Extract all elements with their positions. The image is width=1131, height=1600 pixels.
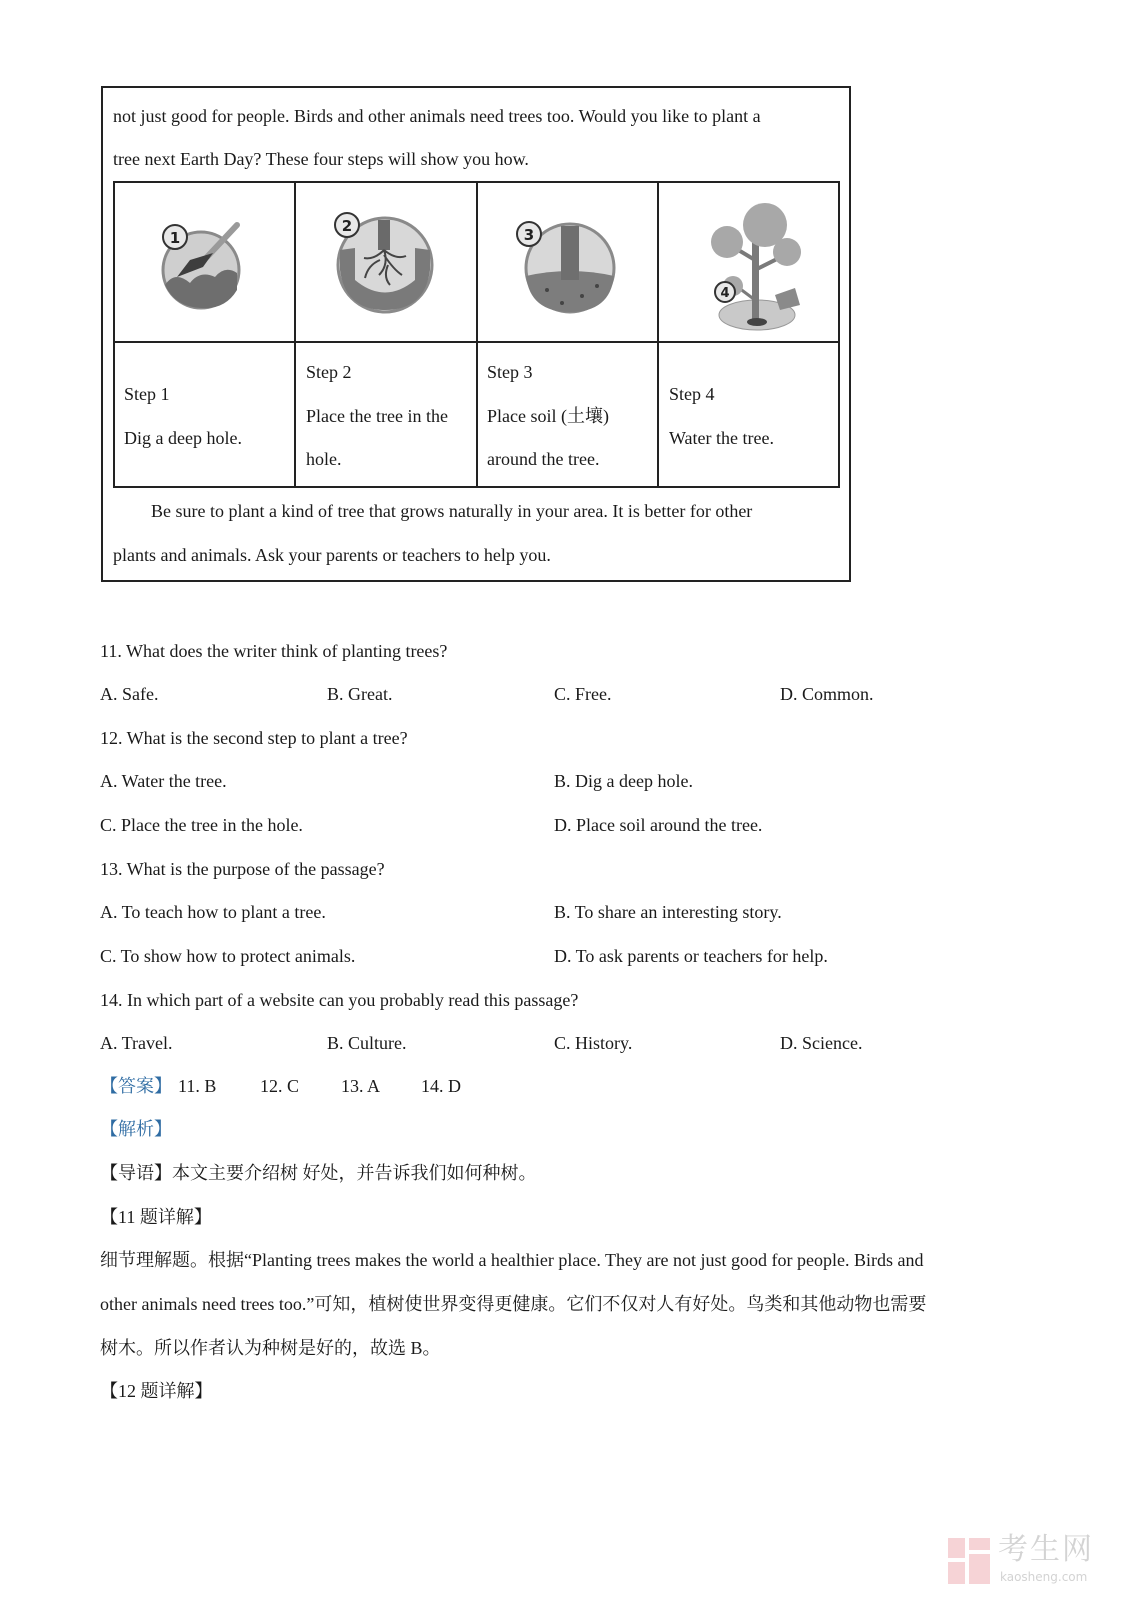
question-12-option-d: D. Place soil around the tree. xyxy=(554,815,763,835)
svg-text:2: 2 xyxy=(341,217,353,235)
answer-item-12: 12. C xyxy=(260,1076,300,1096)
question-14-option-d: D. Science. xyxy=(780,1033,863,1053)
passage-intro-line-2: tree next Earth Day? These four steps will show you how. xyxy=(113,149,529,169)
step-1-title: Step 1 xyxy=(124,384,170,404)
answer-label: 【答案】 xyxy=(100,1076,172,1096)
question-14-stem: 14. In which part of a website can you probably read this passage? xyxy=(100,990,579,1010)
passage-outro-line-2: plants and animals. Ask your parents or teachers to help you. xyxy=(113,545,551,565)
svg-text:1: 1 xyxy=(169,229,181,247)
question-14-option-b: B. Culture. xyxy=(327,1033,407,1053)
question-13-option-a: A. To teach how to plant a tree. xyxy=(100,902,326,922)
tree-in-hole-illustration xyxy=(330,210,440,315)
step-3-text-line-2: around the tree. xyxy=(487,449,600,469)
question-12-option-a: A. Water the tree. xyxy=(100,771,227,791)
step-2-text-line-1: Place the tree in the xyxy=(306,406,448,426)
question-13-stem: 13. What is the purpose of the passage? xyxy=(100,859,385,879)
question-11-option-b: B. Great. xyxy=(327,684,393,704)
step-2-text-line-2: hole. xyxy=(306,449,342,469)
step-4-title: Step 4 xyxy=(669,384,715,404)
question-13-option-d: D. To ask parents or teachers for help. xyxy=(554,946,828,966)
q11-detail-title: 【11 题详解】 xyxy=(100,1207,212,1227)
question-11-option-c: C. Free. xyxy=(554,684,612,704)
q11-detail-line-2: other animals need trees too.”可知，植树使世界变得更健康。它们不仅对人有好处。鸟类和其他动物也需要 xyxy=(100,1294,927,1314)
kaosheng-logo-icon xyxy=(948,1538,992,1584)
passage-intro-line-1: not just good for people. Birds and other animals need trees too. Would you like to plant a xyxy=(113,106,761,126)
analysis-guide: 【导语】本文主要介绍树 好处，并告诉我们如何种树。 xyxy=(100,1163,537,1183)
question-11-option-a: A. Safe. xyxy=(100,684,159,704)
soil-around-tree-illustration xyxy=(512,218,620,318)
question-14-option-c: C. History. xyxy=(554,1033,633,1053)
svg-text:3: 3 xyxy=(523,226,535,244)
dig-hole-illustration xyxy=(155,215,250,315)
question-13-option-c: C. To show how to protect animals. xyxy=(100,946,356,966)
analysis-label: 【解析】 xyxy=(100,1119,172,1139)
step-3-title: Step 3 xyxy=(487,362,533,382)
step-3-text-line-1: Place soil (土壤) xyxy=(487,406,609,426)
step-4-text: Water the tree. xyxy=(669,428,774,448)
step-2-title: Step 2 xyxy=(306,362,352,382)
answer-item-11: 11. B xyxy=(178,1076,217,1096)
question-11-stem: 11. What does the writer think of planting trees? xyxy=(100,641,448,661)
watermark-url: kaosheng.com xyxy=(1000,1570,1088,1584)
q11-detail-line-3: 树木。所以作者认为种树是好的，故选 B。 xyxy=(100,1338,441,1358)
svg-text:4: 4 xyxy=(720,286,730,301)
step-1-text: Dig a deep hole. xyxy=(124,428,242,448)
question-13-option-b: B. To share an interesting story. xyxy=(554,902,782,922)
water-tree-illustration xyxy=(705,200,805,335)
watermark-brand: 考生网 xyxy=(998,1532,1094,1567)
question-12-option-b: B. Dig a deep hole. xyxy=(554,771,693,791)
question-14-option-a: A. Travel. xyxy=(100,1033,173,1053)
answer-item-14: 14. D xyxy=(421,1076,461,1096)
passage-outro-line-1: Be sure to plant a kind of tree that grows naturally in your area. It is better for other xyxy=(151,501,753,521)
q12-detail-title: 【12 题详解】 xyxy=(100,1381,213,1401)
question-12-stem: 12. What is the second step to plant a tree? xyxy=(100,728,408,748)
answer-item-13: 13. A xyxy=(341,1076,381,1096)
question-11-option-d: D. Common. xyxy=(780,684,874,704)
q11-detail-line-1: 细节理解题。根据“Planting trees makes the world a healthier place. They are not just good for people. Birds and xyxy=(100,1250,924,1270)
question-12-option-c: C. Place the tree in the hole. xyxy=(100,815,303,835)
